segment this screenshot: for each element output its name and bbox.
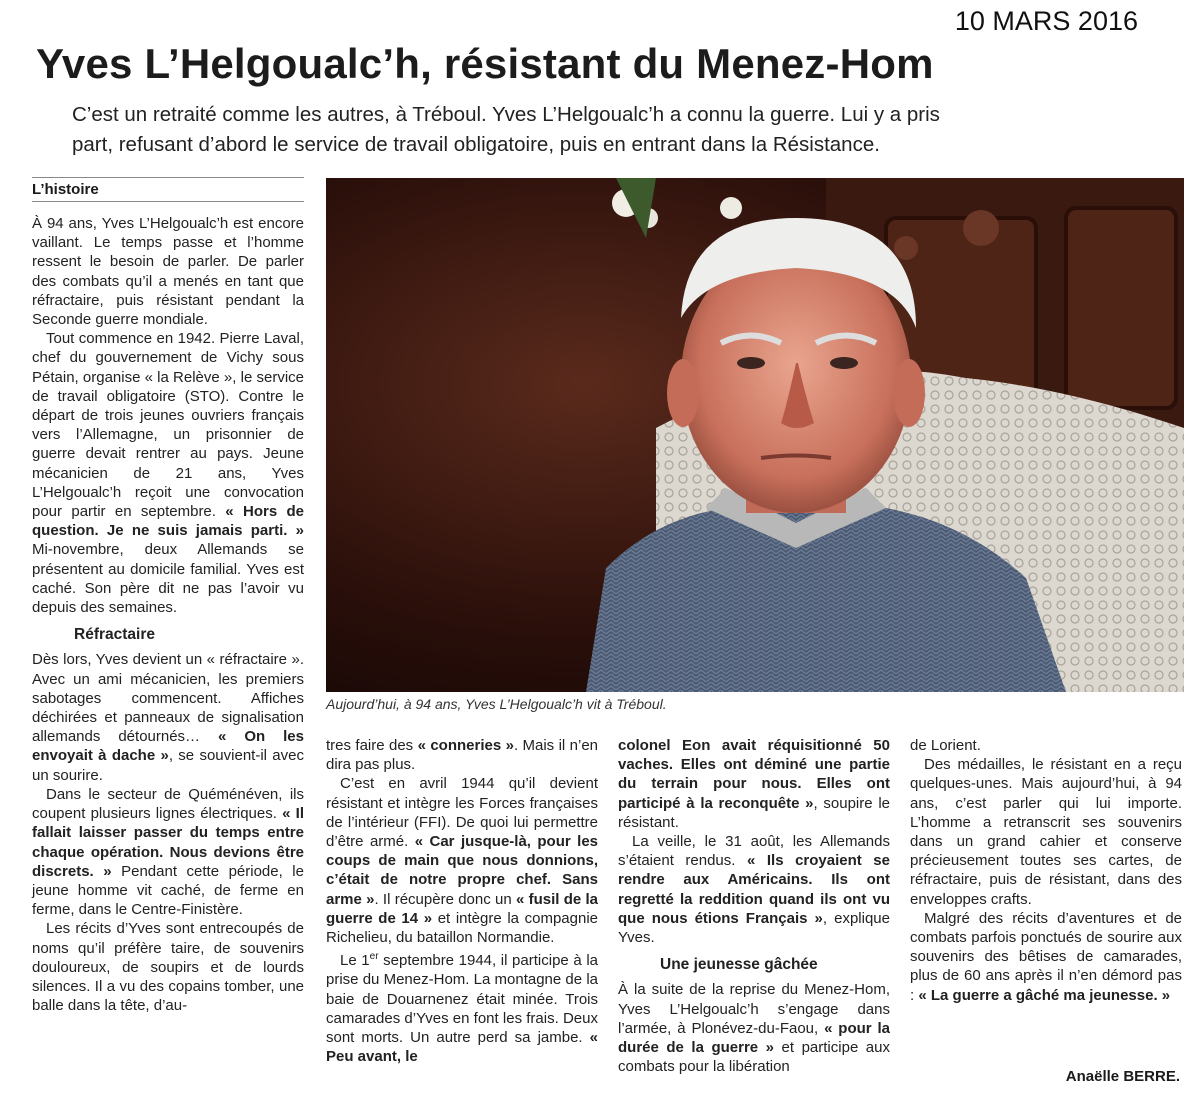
text: À la suite de la reprise du Menez-Hom, Yves L’Helgoualc’h s’engage dans l’armée, à Plonévez-du-Faou,: [618, 981, 890, 1037]
paragraph: À 94 ans, Yves L’Helgoualc’h est encore vaillant. Le temps passe et l’homme ressent le besoin de parler. De parler des combats qu’il a menés en tant que réfractaire, puis résistant pendant la Seconde guerre mondiale.: [32, 215, 304, 329]
quote: « La guerre a gâché ma jeunesse. »: [918, 986, 1171, 1004]
quote: « Hors de question. Je ne suis jamais parti. »: [32, 503, 305, 540]
text: Mi-novembre, deux Allemands se présentent au domicile familial. Yves est caché. Son père dit ne pas l’avoir vu depuis des semaines.: [32, 541, 304, 617]
section-label: L’histoire: [32, 181, 304, 202]
text: et participe aux combats pour la libération: [618, 1039, 890, 1076]
text: . Il récupère donc un: [374, 890, 516, 908]
quote: « fusil de la guerre de 14 »: [326, 890, 598, 927]
text: . Mais il n’en dira pas plus.: [326, 737, 598, 774]
quote: « Ils croyaient se rendre aux Américains. Ils ont regretté la reddition quand ils ont vu que nous étions Français »: [618, 852, 890, 927]
paragraph: [32, 785, 304, 919]
byline: Anaëlle BERRE.: [1065, 1068, 1180, 1085]
text: La veille, le 31 août, les Allemands s’étaient rendus.: [618, 833, 890, 870]
text: Pendant cette période, le jeune homme vit caché, de ferme en ferme, dans le Centre-Finistère.: [32, 862, 304, 919]
column-3: [618, 736, 890, 1076]
paragraph: [618, 832, 890, 947]
subhead-refractaire: Réfractaire: [74, 626, 155, 644]
subhead-jeunesse: Une jeunesse gâchée: [660, 956, 818, 974]
text: septembre 1944, il participe à la prise du Menez-Hom. La montagne de la baie de Douarnenez était minée. Trois camarades d’Yves en font les frais. Deux sont morts. Un autre perd sa jambe.: [326, 952, 598, 1047]
text: , explique Yves.: [618, 909, 890, 947]
text: Dès lors, Yves devient un « réfractaire ». Avec un ami mécanicien, les premiers sabotages commencent. Affiches déchirées et panneaux de signalisation allemands détournés…: [32, 651, 304, 746]
quote: « pour la durée de la guerre »: [618, 1019, 890, 1057]
quote: « On les envoyait à dache »: [32, 728, 304, 765]
column-2: [326, 736, 598, 1066]
text: Malgré des récits d’aventures et de combats parfois ponctués de sourire aux souvenirs des bêtises de camarades, plus de 60 ans après il n’en démord pas :: [910, 909, 1182, 1004]
paragraph: [910, 909, 1182, 1005]
paragraph: [326, 947, 598, 1066]
column-1: [32, 214, 304, 1015]
text: Dans le secteur de Quéménéven, ils coupent plusieurs lignes électriques.: [32, 785, 304, 823]
quote: « Peu avant, le: [326, 1029, 598, 1066]
text: C’est en avril 1944 qu’il devient résistant et intègre les Forces françaises de l’intérieur (FFI). De quoi lui permettre d’être armé.: [326, 775, 598, 851]
photo-caption: Aujourd’hui, à 94 ans, Yves L’Helgoualc’h vit à Tréboul.: [326, 696, 667, 712]
headline: Yves L’Helgoualc’h, résistant du Menez-Hom: [36, 40, 934, 87]
column-4: [910, 736, 1182, 1005]
section-rule: [32, 177, 304, 178]
text: Le 1: [340, 952, 370, 970]
intro-paragraph: C’est un retraité comme les autres, à Tréboul. Yves L’Helgoualc’h a connu la guerre. Lui y a pris part, refusant d’abord le service de travail obligatoire, puis en entrant dans la Résistance.: [72, 103, 940, 156]
paragraph: [618, 736, 890, 832]
paragraph: [32, 329, 304, 617]
superscript: er: [369, 951, 379, 963]
paragraph: [618, 980, 890, 1076]
paragraph: [326, 774, 598, 947]
quote: « conneries »: [417, 737, 514, 754]
paragraph: Les récits d’Yves sont entrecoupés de noms qu’il préfère taire, de souvenirs douloureux, de soupirs et de lourds silences. Il a vu des copains tomber, une balle dans la tête, d’au-: [32, 920, 304, 1015]
quote: colonel Eon avait réquisitionné 50 vaches. Elles ont déminé une partie du terrain pour nous. Elles ont participé à la reconquête »: [618, 737, 890, 812]
text: , soupire le résistant.: [618, 794, 890, 831]
text: tres faire des: [326, 737, 418, 754]
paragraph: Des médailles, le résistant en a reçu quelques-unes. Mais aujourd’hui, à 94 ans, c’est parler qui lui importe. L’homme a retranscrit ses souvenirs dans un grand cahier et conserve précieusement toutes ses cartes, de réfractaire, puis de résistant, dans des enveloppes crafts.: [910, 756, 1182, 908]
text: Tout commence en 1942. Pierre Laval, chef du gouvernement de Vichy sous Pétain, organise « la Relève », le service de travail obligatoire (STO). Contre le départ de trois jeunes ouvriers français vers l’Allemagne, un prisonnier de guerre devait rentrer au pays. Jeune mécanicien de 21 ans, Yves L’Helgoualc’h reçoit une convocation pour partir en septembre.: [32, 330, 304, 521]
quote: « Car jusque-là, pour les coups de main que nous donnions, c’était de notre propre chef. Sans arme »: [326, 833, 599, 908]
quote: « Il fallait laisser passer du temps entre chaque opération. Nous devions être discrets. »: [32, 805, 304, 880]
paragraph: [32, 650, 304, 784]
text: et intègre la compagnie Richelieu, du bataillon Normandie.: [326, 909, 598, 947]
date-stamp: 10 MARS 2016: [954, 6, 1138, 36]
text: , se souvient-il avec un sourire.: [32, 747, 304, 784]
portrait-photo: [326, 178, 1184, 692]
paragraph: de Lorient.: [910, 737, 981, 754]
paragraph: [326, 736, 598, 774]
